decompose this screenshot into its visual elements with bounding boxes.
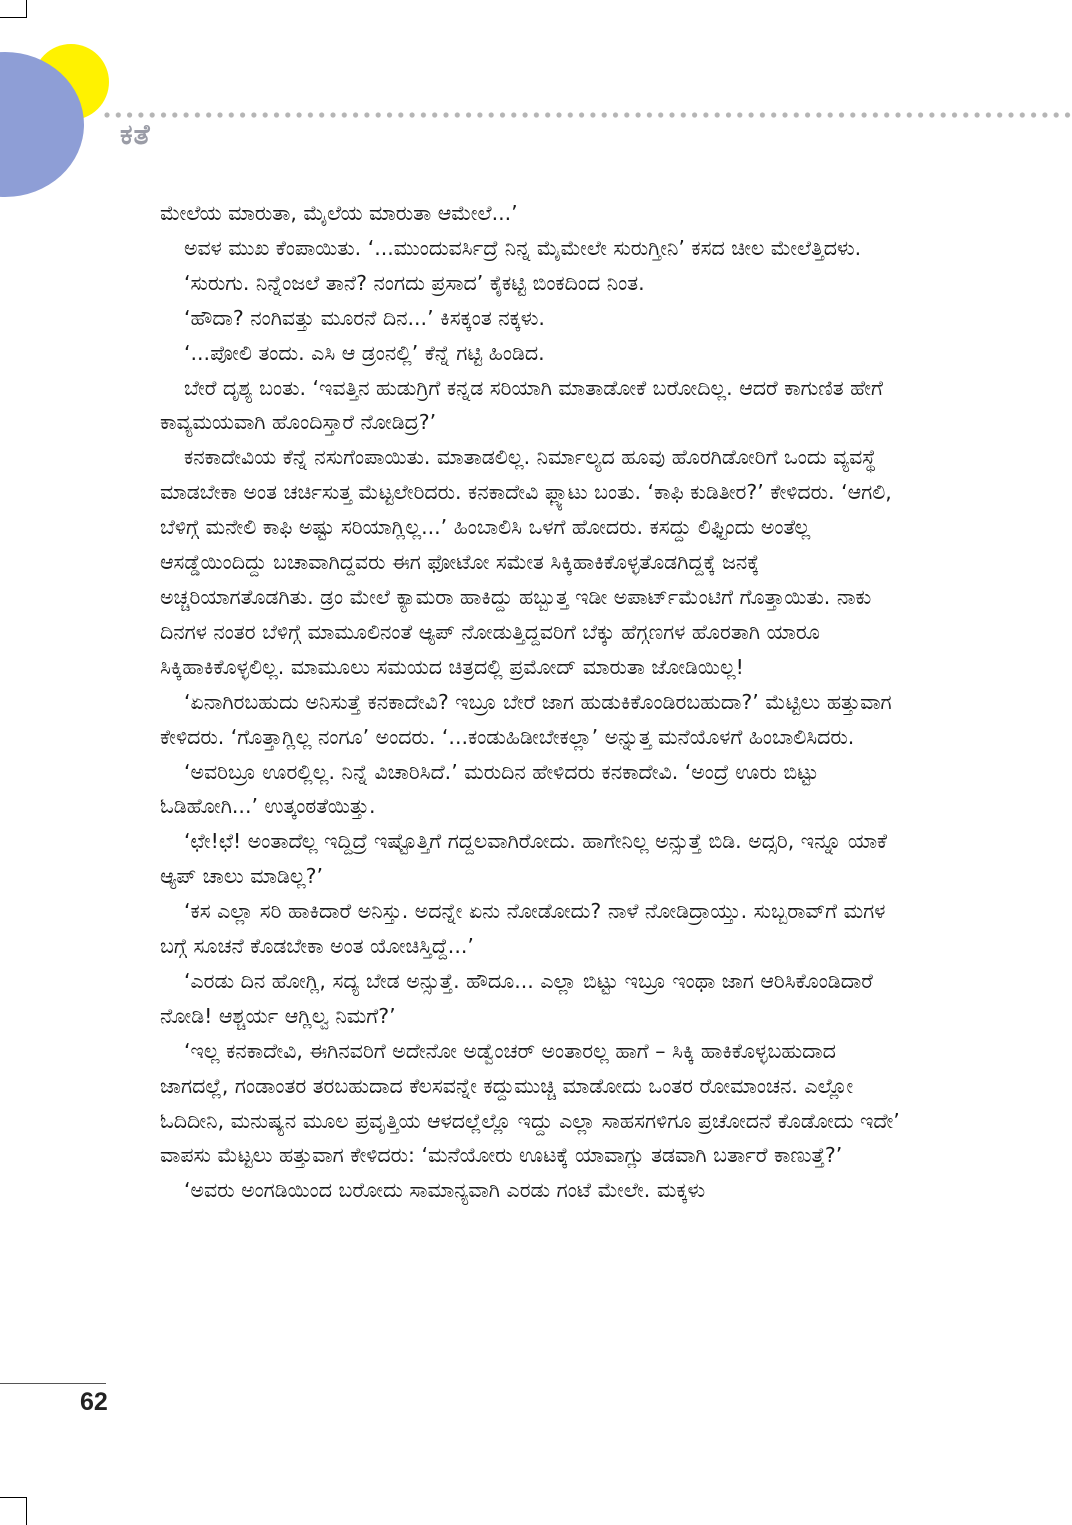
crop-mark-top-left-horizontal xyxy=(0,17,27,18)
paragraph: ಮೇಲೆಯ ಮಾರುತಾ, ಮೈಲೆಯ ಮಾರುತಾ ಆಮೇಲೆ...’ xyxy=(160,201,518,225)
paragraph: ‘ಸುರುಗು. ನಿನ್ನೆಂಜಲೆ ತಾನೆ? ನಂಗದು ಪ್ರಸಾದ’ ಕೈಕಟ್ಟಿ ಬಿಂಕದಿಂದ ನಿಂತ. xyxy=(184,270,645,295)
dotted-header-rule xyxy=(104,111,1072,119)
story-body xyxy=(160,196,900,1208)
paragraph: ‘ಕಸ ಎಲ್ಲಾ ಸರಿ ಹಾಕಿದಾರೆ ಅನಿಸ್ತು. ಅದನ್ನೇ ಏನು ನೋಡೋದು? ನಾಳೆ ನೋಡಿದ್ರಾಯ್ತು. ಸುಬ್ಬರಾವ್‌ಗೆ ಮಗಳ ಬಗ್ಗೆ ಸೂಚನೆ ಕೊಡಬೇಕಾ ಅಂತ ಯೋಚಿಸ್ತಿದ್ದೆ...’ xyxy=(160,899,886,959)
paragraph: ‘ಎರಡು ದಿನ ಹೋಗ್ಲಿ, ಸದ್ಯ ಬೇಡ ಅನ್ಸುತ್ತೆ. ಹೌದೂ... ಎಲ್ಲಾ ಬಿಟ್ಟು ಇಬ್ರೂ ಇಂಥಾ ಜಾಗ ಆರಿಸಿಕೊಂಡಿದಾರೆ ನೋಡಿ! ಆಶ್ಚರ್ಯ ಆಗ್ಲಿಲ್ವ ನಿಮಗೆ?’ xyxy=(160,968,873,1028)
paragraph: ‘ಇಲ್ಲ ಕನಕಾದೇವಿ, ಈಗಿನವರಿಗೆ ಅದೇನೋ ಅಡ್ವೆಂಚರ್ ಅಂತಾರಲ್ಲ ಹಾಗೆ – ಸಿಕ್ಕಿ ಹಾಕಿಕೊಳ್ಳಬಹುದಾದ ಜಾಗದಲ್ಲೆ, ಗಂಡಾಂತರ ತರಬಹುದಾದ ಕೆಲಸವನ್ನೇ ಕದ್ದುಮುಚ್ಚಿ ಮಾಡೋದು ಒಂತರ ರೋಮಾಂಚನ. ಎಲ್ಲೋ ಓದಿದೀನಿ, ಮನುಷ್ಯನ ಮೂಲ ಪ್ರವೃತ್ತಿಯ ಆಳದಲ್ಲೆಲ್ಲೊ ಇದ್ದು ಎಲ್ಲಾ ಸಾಹಸಗಳಿಗೂ ಪ್ರಚೋದನೆ ಕೊಡೋದು ಇದೇ’ ವಾಪಸು ಮೆಟ್ಟಲು ಹತ್ತುವಾಗ ಕೇಳಿದರು: ‘ಮನೆಯೋರು ಊಟಕ್ಕೆ ಯಾವಾಗ್ಲು ತಡವಾಗಿ ಬರ್ತಾರೆ ಕಾಣುತ್ತೆ?’ xyxy=(160,1038,900,1168)
paragraph: ‘...ಪೋಲಿ ತಂದು. ಎಸಿ ಆ ಡ್ರಂನಲ್ಲಿ’ ಕೆನ್ನೆ ಗಟ್ಟಿ ಹಿಂಡಿದ. xyxy=(184,340,545,365)
paragraph: ‘ಅವರಿಬ್ರೂ ಊರಲ್ಲಿಲ್ಲ. ನಿನ್ನೆ ವಿಚಾರಿಸಿದೆ.’ ಮರುದಿನ ಹೇಳಿದರು ಕನಕಾದೇವಿ. ‘ಅಂದ್ರೆ ಊರು ಬಿಟ್ಟು ಓಡಿಹೋಗಿ...’ ಉತ್ಕಂಠತೆಯಿತ್ತು. xyxy=(160,759,819,819)
crop-mark-bottom-left-horizontal xyxy=(0,1497,27,1498)
paragraph: ‘ಹೌದಾ? ನಂಗಿವತ್ತು ಮೂರನೆ ದಿನ...’ ಕಿಸಕ್ಕಂತ ನಕ್ಕಳು. xyxy=(184,305,545,330)
page-number: 62 xyxy=(80,1388,108,1416)
crop-mark-top-left-vertical xyxy=(26,0,27,18)
paragraph: ‘ಅವರು ಅಂಗಡಿಯಿಂದ ಬರೋದು ಸಾಮಾನ್ಯವಾಗಿ ಎರಡು ಗಂಟೆ ಮೇಲೇ. ಮಕ್ಕಳು xyxy=(184,1178,706,1203)
paragraph: ‘ಛೇ!ಛೆ! ಅಂತಾದೆಲ್ಲ ಇದ್ದಿದ್ರೆ ಇಷ್ಟೊತ್ತಿಗೆ ಗದ್ದಲವಾಗಿರೋದು. ಹಾಗೇನಿಲ್ಲ ಅನ್ಸುತ್ತೆ ಬಿಡಿ. ಅದ್ಸರಿ, ಇನ್ನೂ ಯಾಕೆ ಆ್ಯಪ್ ಚಾಲು ಮಾಡಿಲ್ಲ?’ xyxy=(160,829,888,889)
paragraph: ಕನಕಾದೇವಿಯ ಕೆನ್ನೆ ನಸುಗೆಂಪಾಯಿತು. ಮಾತಾಡಲಿಲ್ಲ. ನಿರ್ಮಾಲ್ಯದ ಹೂವು ಹೊರಗಿಡೋರಿಗೆ ಒಂದು ವ್ಯವಸ್ಥೆ ಮಾಡಬೇಕಾ ಅಂತ ಚರ್ಚಿಸುತ್ತ ಮೆಟ್ಟಲೇರಿದರು. ಕನಕಾದೇವಿ ಫ್ಲ್ಯಾಟು ಬಂತು. ‘ಕಾಫಿ ಕುಡಿತೀರ?’ ಕೇಳಿದರು. ‘ಆಗಲಿ, ಬೆಳಿಗ್ಗೆ ಮನೇಲಿ ಕಾಫಿ ಅಷ್ಟು ಸರಿಯಾಗ್ಲಿಲ್ಲ...’ ಹಿಂಬಾಲಿಸಿ ಒಳಗೆ ಹೋದರು. ಕಸದ್ದು ಲಿಫ್ಟಿಂದು ಅಂತೆಲ್ಲ ಆಸಡ್ಡೆಯಿಂದಿದ್ದು ಬಚಾವಾಗಿದ್ದವರು ಈಗ ಫೋಟೋ ಸಮೇತ ಸಿಕ್ಕಿಹಾಕಿಕೊಳ್ಳತೊಡಗಿದ್ದಕ್ಕೆ ಜನಕ್ಕೆ ಅಚ್ಚರಿಯಾಗತೊಡಗಿತು. ಡ್ರಂ ಮೇಲೆ ಕ್ಯಾಮರಾ ಹಾಕಿದ್ದು ಹಬ್ಬುತ್ತ ಇಡೀ ಅಪಾರ್ಟ್‌ಮೆಂಟಿಗೆ ಗೊತ್ತಾಯಿತು. ನಾಕು ದಿನಗಳ ನಂತರ ಬೆಳಿಗ್ಗೆ ಮಾಮೂಲಿನಂತೆ ಆ್ಯಪ್ ನೋಡುತ್ತಿದ್ದವರಿಗೆ ಬೆಕ್ಕು ಹೆಗ್ಗಣಗಳ ಹೊರತಾಗಿ ಯಾರೂ ಸಿಕ್ಕಿಹಾಕಿಕೊಳ್ಳಲಿಲ್ಲ. ಮಾಮೂಲು ಸಮಯದ ಚಿತ್ರದಲ್ಲಿ ಪ್ರಮೋದ್ ಮಾರುತಾ ಜೋಡಿಯಿಲ್ಲ! xyxy=(160,445,892,679)
paragraph: ಅವಳ ಮುಖ ಕೆಂಪಾಯಿತು. ‘...ಮುಂದುವರ್ಸಿದ್ರೆ ನಿನ್ನ ಮೈಮೇಲೇ ಸುರುಗ್ತೀನಿ’ ಕಸದ ಚೀಲ ಮೇಲೆತ್ತಿದಳು. xyxy=(184,235,862,260)
section-label: ಕತೆ xyxy=(120,118,151,151)
paragraph: ‘ಏನಾಗಿರಬಹುದು ಅನಿಸುತ್ತೆ ಕನಕಾದೇವಿ? ಇಬ್ರೂ ಬೇರೆ ಜಾಗ ಹುಡುಕಿಕೊಂಡಿರಬಹುದಾ?’ ಮೆಟ್ಟಿಲು ಹತ್ತುವಾಗ ಕೇಳಿದರು. ‘ಗೊತ್ತಾಗ್ಲಿಲ್ಲ ನಂಗೂ’ ಅಂದರು. ‘...ಕಂಡುಹಿಡೀಬೇಕಲ್ಲಾ’ ಅನ್ನುತ್ತ ಮನೆಯೊಳಗೆ ಹಿಂಬಾಲಿಸಿದರು. xyxy=(160,689,892,749)
crop-mark-bottom-left-vertical xyxy=(26,1497,27,1525)
footer-rule xyxy=(0,1383,106,1384)
paragraph: ಬೇರೆ ದೃಶ್ಯ ಬಂತು. ‘ಇವತ್ತಿನ ಹುಡುಗ್ರಿಗೆ ಕನ್ನಡ ಸರಿಯಾಗಿ ಮಾತಾಡೋಕೆ ಬರೋದಿಲ್ಲ. ಆದರೆ ಕಾಗುಣಿತ ಹೇಗೆ ಕಾವ್ಯಮಯವಾಗಿ ಹೊಂದಿಸ್ತಾರೆ ನೋಡಿದ್ರ?’ xyxy=(160,375,883,435)
